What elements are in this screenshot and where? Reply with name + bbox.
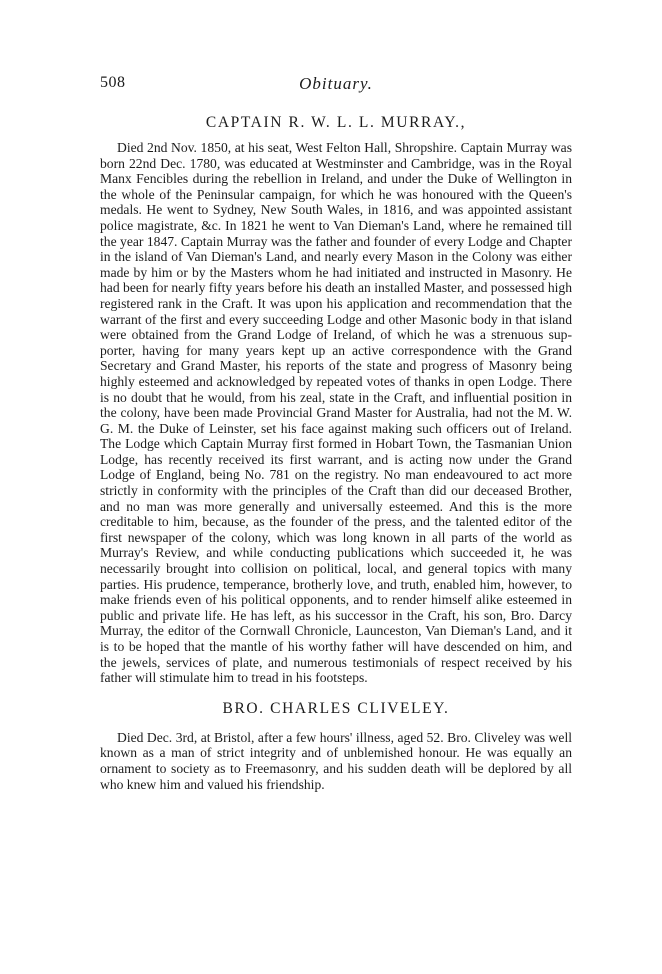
page-number: 508 [100,74,126,91]
book-page [100,74,572,792]
article-heading-murray: CAPTAIN R. W. L. L. MURRAY., [205,114,467,131]
article-heading-cliveley: BRO. CHARLES CLIVELEY. [222,699,450,717]
running-head [100,74,572,96]
running-title: Obituary. [299,74,373,93]
article-body-cliveley: Died Dec. 3rd, at Bristol, after a few hours' illness, aged 52. Bro. Cliveley was well known as a man of strict integrity and of unblemished honour. He was equally an ornament to society as to Freemasonry, and his sudden death will be deplored by all who knew him and valued his friendship. [100,729,572,792]
article-body-murray: Died 2nd Nov. 1850, at his seat, West Felton Hall, Shropshire. Captain Murray was born 22nd Dec. 1780, was educated at Westminster and Cambridge, was in the Royal Manx Fencibles during the rebellion in Ireland, and under the Duke of Wellington in the whole of the Peninsular campaign, for which he was honoured with the Queen's medals. He went to Sydney, New South Wales, in 1816, and was appointed assistant police magistrate, &c. In 1821 he went to Van Dieman's Land, where he remained till the year 1847. Captain Murray was the father and founder of every Lodge and Chapter in the island of Van Dieman's Land, and nearly every Mason in the Colony was either made by him or by the Masters whom he had initiated and instructed in Masonry. He had been for nearly fifty years before his death an installed Master, and possessed high registered rank in the Craft. It was upon his application and recommendation that the warrant of the first and every succeeding Lodge and other Masonic body in that island were obtained from the Grand Lodge of Ireland, of which he was a strenuous supporter, having for many years kept up an active correspondence with the Grand Secretary and Grand Master, his reports of the state and progress of Masonry being highly esteemed and acknowledged by repeated votes of thanks in open Lodge. There is no doubt that he would, from his zeal, state in the Craft, and influential position in the colony, have been made Provincial Grand Master for Australia, had not the M. W. G. M. the Duke of Leinster, set his face against making such officers out of Ireland. The Lodge which Captain Murray first formed in Hobart Town, the Tasmanian Union Lodge, has recently received its first warrant, and is acting now under the Grand Lodge of England, being No. 781 on the registry. No man endeavoured to act more strictly in conformity with the principles of the Craft than did our deceased Brother, and no man was more generally and universally esteemed. And this is the more creditable to him, because, as the founder of the press, and the talented editor of the first newspaper of the colony, which was long known in all parts of the world as Murray's Review, and while conducting publications which succeeded it, he was necessarily brought into collision on political, local, and general topics with many parties. His prudence, temperance, brotherly love, and truth, enabled him, however, to make friends even of his political opponents, and to render himself alike esteemed in public and private life. He has left, as his successor in the Craft, his son, Bro. Darcy Murray, the editor of the Cornwall Chronicle, Launceston, Van Dieman's Land, and it is to be hoped that the mantle of his worthy father will have descended on him, and the jewels, services of plate, and numerous testimonials of respect received by his father will stimulate him to tread in his footsteps. [100,140,572,686]
